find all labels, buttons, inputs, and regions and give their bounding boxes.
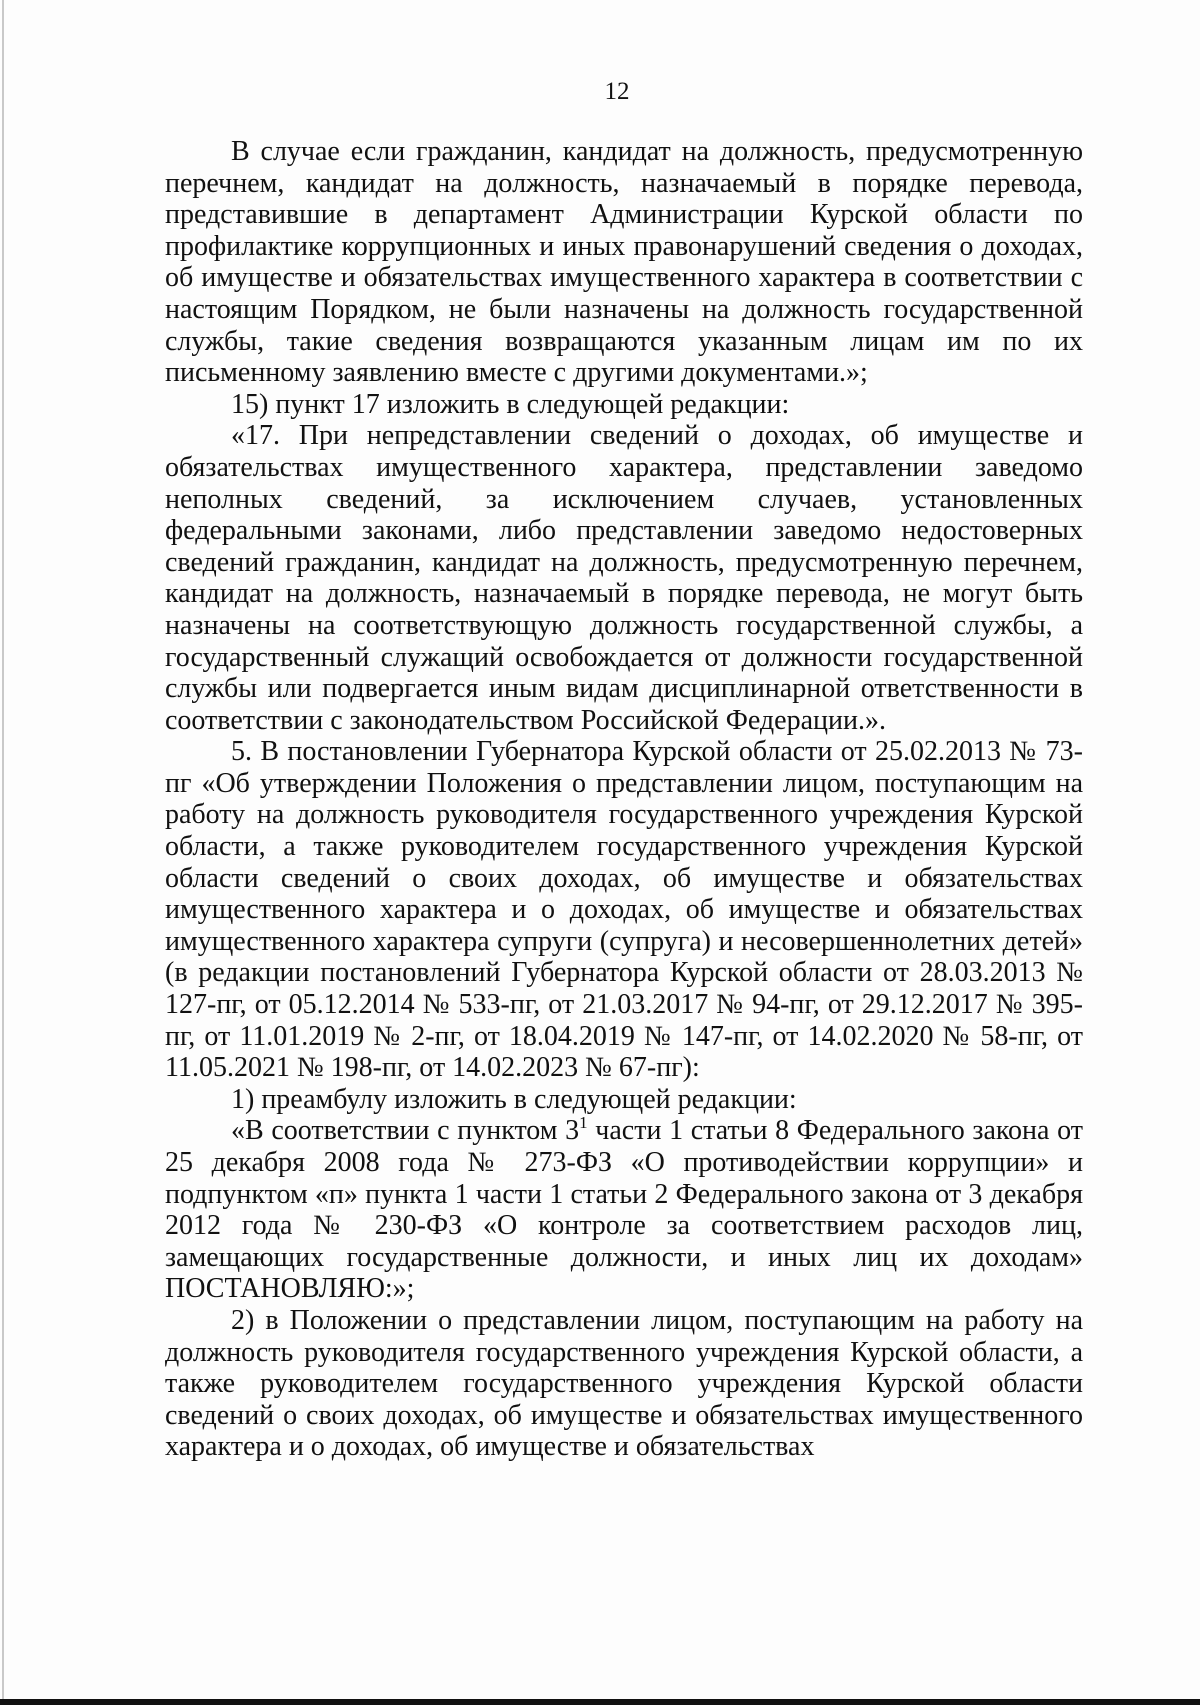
paragraph-section-5: 5. В постановлении Губернатора Курской области от 25.02.2013 № 73-пг «Об утверждении Положения о представлении лицом, поступающим на работу на должность руководителя государственного учреждения Курской области, а также руководителем государственного учреждения Курской области сведений о своих доходах, об имуществе и обязательствах имущественного характера и о доходах, об имуществе и обязательствах имущественного характера супруги (супруга) и несовершеннолетних детей» (в редакции постановлений Губернатора Курской области от 28.03.2013 № 127-пг, от 05.12.2014 № 533-пг, от 21.03.2017 № 94-пг, от 29.12.2017 № 395-пг, от 11.01.2019 № 2-пг, от 18.04.2019 № 147-пг, от 14.02.2020 № 58-пг, от 11.05.2021 № 198-пг, от 14.02.2023 № 67-пг): bbox=[165, 736, 1083, 1084]
paragraph-preamble-text bbox=[165, 1115, 1083, 1305]
preamble-text-start: «В соответствии с пунктом 3 bbox=[231, 1115, 580, 1147]
paragraph-item-15: 15) пункт 17 изложить в следующей редакции: bbox=[231, 388, 790, 420]
preamble-superscript: 1 bbox=[579, 1113, 588, 1133]
page-number: 12 bbox=[604, 78, 630, 105]
paragraph-item-1-preamble: 1) преамбулу изложить в следующей редакции: bbox=[231, 1083, 797, 1115]
preamble-text-end: части 1 статьи 8 Федерального закона от 25 декабря 2008 года № 273-ФЗ «О противодействии коррупции» и подпунктом «п» пункта 1 части 1 статьи 2 Федерального закона от 3 декабря 2012 года № 230-ФЗ «О контроле за соответствием расходов лиц, замещающих государственные должности, и иных лиц их доходам» ПОСТАНОВЛЯЮ:»; bbox=[165, 1115, 1083, 1305]
paragraph-returned-documents: В случае если гражданин, кандидат на должность, предусмотренную перечнем, кандидат на должность, назначаемый в порядке перевода, представившие в департамент Администрации Курской области по профилактике коррупционных и иных правонарушений сведения о доходах, об имуществе и обязательствах имущественного характера в соответствии с настоящим Порядком, не были назначены на должность государственной службы, такие сведения возвращаются указанным лицам им по их письменному заявлению вместе с другими документами.»; bbox=[165, 136, 1083, 389]
paragraph-item-2-regulation: 2) в Положении о представлении лицом, поступающим на работу на должность руководителя государственного учреждения Курской области, а также руководителем государственного учреждения Курской области сведений о своих доходах, об имуществе и обязательствах имущественного характера и о доходах, об имуществе и обязательствах bbox=[165, 1304, 1083, 1463]
scan-edge-left bbox=[2, 0, 4, 1705]
scan-edge-bottom bbox=[0, 1699, 1200, 1705]
paragraph-point-17: «17. При непредставлении сведений о доходах, об имуществе и обязательствах имущественного характера, представлении заведомо неполных сведений, за исключением случаев, установленных федеральными законами, либо представлении заведомо недостоверных сведений гражданин, кандидат на должность, предусмотренную перечнем, кандидат на должность, назначаемый в порядке перевода, не могут быть назначены на соответствующую должность государственной службы, а государственный служащий освобождается от должности государственной службы или подвергается иным видам дисциплинарной ответственности в соответствии с законодательством Российской Федерации.». bbox=[165, 420, 1083, 736]
document-body bbox=[165, 136, 1083, 1463]
